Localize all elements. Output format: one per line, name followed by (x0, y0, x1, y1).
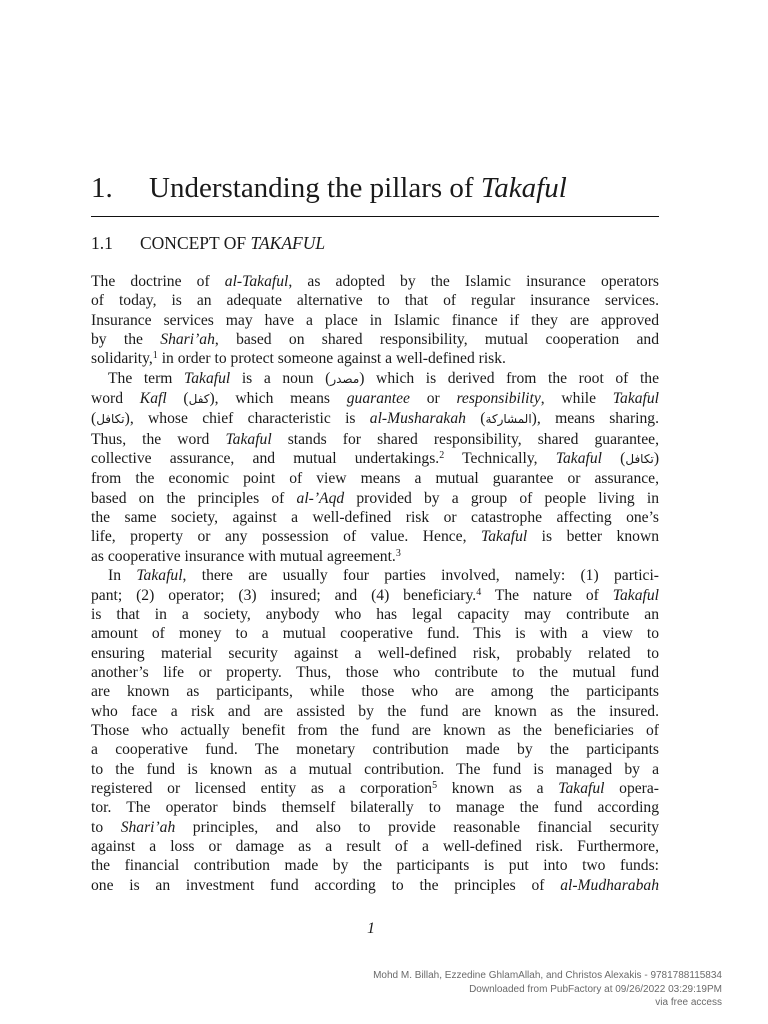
chapter-title-italic: Takaful (480, 172, 567, 204)
chapter-title-text: Understanding the pillars of (149, 172, 474, 204)
section-heading (91, 232, 325, 254)
section-title-italic: TAKAFUL (250, 233, 326, 253)
body-line: In Takaful, there are usually four parties involved, namely: (1) partici- (108, 567, 659, 585)
chapter-rule (91, 216, 659, 217)
body-line: who face a risk and are assisted by the fund are known as the insured. (91, 702, 659, 720)
body-line: are known as participants, while those who are among the participants (91, 683, 659, 701)
body-line: solidarity,$^1$ in order to protect someone against a well-defined risk. (91, 350, 506, 368)
footer-line-authors: Mohd M. Billah, Ezzedine GhlamAllah, and Christos Alexakis - 9781788115834 (373, 970, 722, 981)
body-line: The doctrine of al-Takaful, as adopted by the Islamic insurance operators (91, 273, 659, 290)
download-footer (373, 969, 722, 1010)
body-line: tor. The operator binds themself bilaterally to manage the fund according (91, 799, 659, 817)
body-line: Those who actually benefit from the fund are known as the beneficiaries of (91, 721, 659, 739)
body-line: to Shari’ah principles, and also to provide reasonable financial security (91, 818, 660, 836)
body-line: pant; (2) operator; (3) insured; and (4) beneficiary.$^4$ The nature of Takaful (91, 586, 659, 604)
body-line: against a loss or damage as a result of a well-defined risk. Furthermore, (91, 837, 659, 855)
body-line: the same society, against a well-defined risk or catastrophe affecting one’s (91, 509, 659, 527)
body-line: Thus, the word Takaful stands for shared responsibility, shared guarantee, (91, 430, 659, 448)
section-title-text: CONCEPT OF (140, 233, 247, 253)
body-line: amount of money to a mutual cooperative fund. This is with a view to (91, 625, 659, 643)
body-line: another’s life or property. Thus, those who contribute to the mutual fund (91, 663, 659, 681)
body-line: Insurance services may have a place in Islamic finance if they are approved (91, 311, 659, 329)
body-line: as cooperative insurance with mutual agreement.$^3$ (91, 547, 401, 565)
body-text (91, 272, 659, 895)
body-line: the financial contribution made by the participants is put into two funds: (91, 857, 659, 875)
body-line: registered or licensed entity as a corporation$^5$ known as a Takaful opera- (91, 779, 659, 797)
body-line: word Kafl (كفل), which means guarantee or responsibility, while Takaful (91, 390, 660, 408)
body-line: of today, is an adequate alternative to that of regular insurance services. (91, 292, 659, 310)
body-line: ensuring material security against a well-defined risk, probably related to (91, 644, 659, 662)
chapter-number: 1. (91, 172, 113, 204)
body-line: by the Shari’ah, based on shared responsibility, mutual cooperation and (91, 331, 659, 349)
section-number: 1.1 (91, 233, 113, 253)
body-line: a cooperative fund. The monetary contribution made by the participants (91, 741, 659, 759)
page-number: 1 (367, 920, 375, 937)
body-line: to the fund is known as a mutual contribution. The fund is managed by a (91, 760, 659, 778)
body-line: based on the principles of al-’Aqd provided by a group of people living in (91, 489, 659, 507)
body-line: (تكافل), whose chief characteristic is al-Musharakah (المشاركة), means sharing. (91, 410, 660, 428)
body-line: The term Takaful is a noun (مصدر) which is derived from the root of the (108, 369, 660, 387)
body-line: from the economic point of view means a mutual guarantee or assurance, (91, 470, 659, 488)
body-line: is that in a society, anybody who has legal capacity may contribute an (91, 605, 659, 623)
body-line: one is an investment fund according to the principles of al-Mudharabah (91, 876, 659, 894)
footer-line-access: via free access (655, 997, 722, 1008)
footer-line-download: Downloaded from PubFactory at 09/26/2022 03:29:19PM (469, 983, 722, 995)
body-line: life, property or any possession of value. Hence, Takaful is better known (91, 528, 660, 546)
chapter-title (91, 170, 659, 206)
body-line: collective assurance, and mutual undertakings.$^2$ Technically, Takaful (تكافل) (91, 450, 660, 468)
